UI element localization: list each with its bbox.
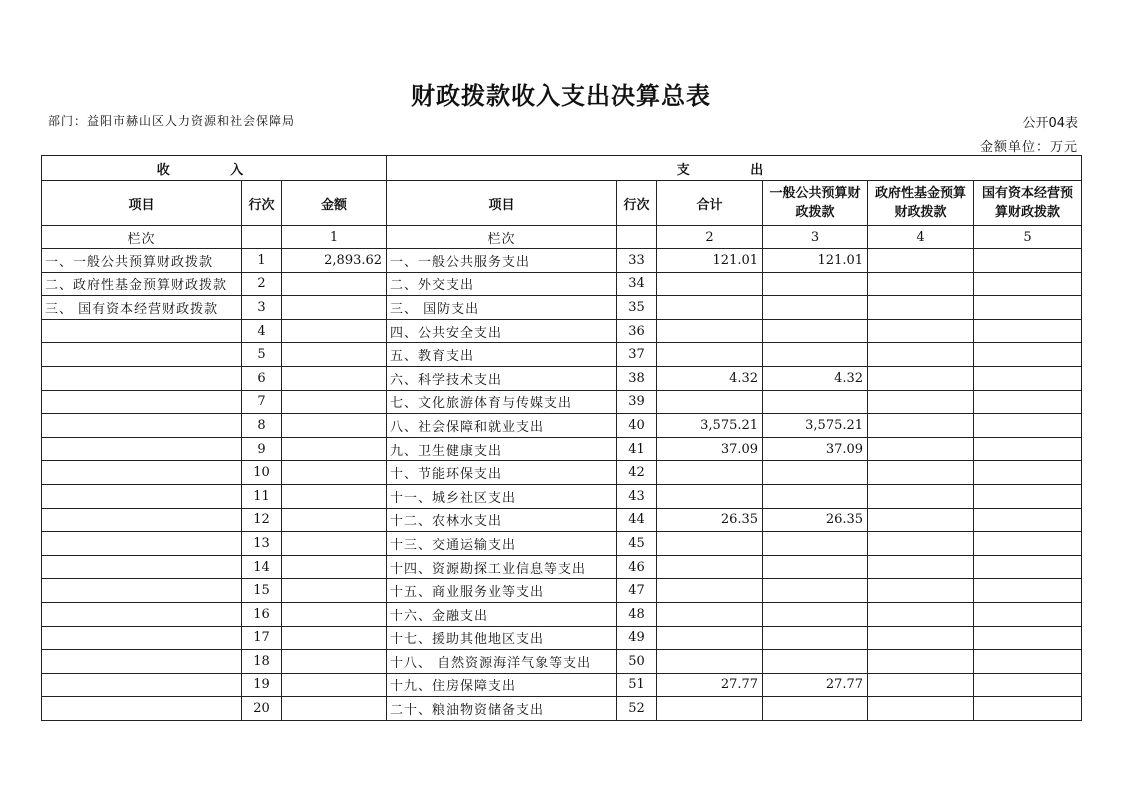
table-row	[42, 508, 1082, 532]
department-label: 部门：益阳市赫山区人力资源和社会保障局	[48, 114, 296, 128]
table-row	[42, 319, 1082, 343]
gov-fund-cell	[868, 319, 974, 343]
expense-row-no-cell: 45	[617, 532, 657, 556]
state-capital-cell	[974, 437, 1082, 461]
income-row-no-cell: 19	[242, 673, 282, 697]
gov-fund-cell	[868, 366, 974, 390]
table-row	[42, 366, 1082, 390]
expense-row-no-cell: 43	[617, 484, 657, 508]
table-row	[42, 437, 1082, 461]
income-item-cell	[42, 414, 242, 438]
gov-fund-cell	[868, 414, 974, 438]
table-row	[42, 602, 1082, 626]
expense-row-no-cell: 34	[617, 272, 657, 296]
group-header-row	[42, 156, 1082, 181]
general-budget-cell	[763, 697, 868, 721]
income-row-no-cell: 9	[242, 437, 282, 461]
income-amount-cell	[282, 626, 387, 650]
gov-fund-cell	[868, 532, 974, 556]
income-item-cell	[42, 390, 242, 414]
state-capital-cell	[974, 602, 1082, 626]
expense-row-no-cell: 39	[617, 390, 657, 414]
gov-fund-cell	[868, 484, 974, 508]
table-row	[42, 461, 1082, 485]
amount-unit: 金额单位：万元	[979, 140, 1078, 155]
expense-total-cell	[657, 319, 763, 343]
income-item-cell: 二、政府性基金预算财政拨款	[42, 272, 242, 296]
income-row-no-cell: 2	[242, 272, 282, 296]
income-row-no-cell: 5	[242, 343, 282, 367]
income-amount-cell	[282, 508, 387, 532]
state-capital-cell	[974, 626, 1082, 650]
income-amount-cell	[282, 579, 387, 603]
table-row	[42, 650, 1082, 674]
gov-fund-cell	[868, 272, 974, 296]
expense-total-cell: 3,575.21	[657, 414, 763, 438]
state-capital-cell	[974, 697, 1082, 721]
income-item-cell	[42, 555, 242, 579]
expense-item-cell: 十、节能环保支出	[387, 461, 617, 485]
income-row-no-cell: 11	[242, 484, 282, 508]
income-item-cell	[42, 484, 242, 508]
expense-item-cell: 七、文化旅游体育与传媒支出	[387, 390, 617, 414]
expense-total-cell	[657, 296, 763, 320]
state-capital-cell	[974, 390, 1082, 414]
state-capital-cell	[974, 579, 1082, 603]
state-capital-cell	[974, 366, 1082, 390]
expense-row-no-cell: 46	[617, 555, 657, 579]
state-capital-cell	[974, 414, 1082, 438]
gov-fund-cell	[868, 650, 974, 674]
state-capital-cell	[974, 296, 1082, 320]
expense-total-cell	[657, 626, 763, 650]
general-budget-cell	[763, 296, 868, 320]
general-budget-cell	[763, 319, 868, 343]
expense-item-cell: 二、外交支出	[387, 272, 617, 296]
income-amount-cell	[282, 555, 387, 579]
gov-fund-cell	[868, 555, 974, 579]
income-item-cell	[42, 319, 242, 343]
gov-fund-cell	[868, 343, 974, 367]
expense-item-cell: 十三、交通运输支出	[387, 532, 617, 556]
column-index-label-right: 栏次	[387, 226, 617, 249]
general-budget-cell	[763, 390, 868, 414]
state-capital-cell	[974, 343, 1082, 367]
income-amount-cell	[282, 272, 387, 296]
state-capital-cell	[974, 673, 1082, 697]
column-index-blank	[242, 226, 282, 249]
general-budget-cell: 37.09	[763, 437, 868, 461]
income-row-no-cell: 10	[242, 461, 282, 485]
income-row-no-cell: 13	[242, 532, 282, 556]
income-row-no-cell: 4	[242, 319, 282, 343]
expense-row-no-cell: 44	[617, 508, 657, 532]
general-budget-cell	[763, 626, 868, 650]
expense-row-no-cell: 51	[617, 673, 657, 697]
column-index-4: 4	[868, 226, 974, 249]
income-item-cell	[42, 602, 242, 626]
table-row	[42, 296, 1082, 320]
income-amount-cell	[282, 673, 387, 697]
expense-row-no-header: 行次	[617, 181, 657, 226]
income-row-no-cell: 16	[242, 602, 282, 626]
income-item-cell	[42, 532, 242, 556]
income-item-cell	[42, 579, 242, 603]
expense-row-no-cell: 35	[617, 296, 657, 320]
gov-fund-cell	[868, 390, 974, 414]
expense-total-cell: 37.09	[657, 437, 763, 461]
general-budget-cell	[763, 555, 868, 579]
expense-row-no-cell: 33	[617, 249, 657, 273]
expense-total-cell	[657, 697, 763, 721]
income-row-no-header: 行次	[242, 181, 282, 226]
expense-item-cell: 十五、商业服务业等支出	[387, 579, 617, 603]
income-amount-cell	[282, 296, 387, 320]
expense-total-cell	[657, 461, 763, 485]
table-row	[42, 555, 1082, 579]
table-row	[42, 484, 1082, 508]
income-item-cell	[42, 508, 242, 532]
column-index-label-left: 栏次	[42, 226, 242, 249]
income-item-cell	[42, 437, 242, 461]
income-row-no-cell: 6	[242, 366, 282, 390]
table-row	[42, 673, 1082, 697]
expense-item-cell: 三、 国防支出	[387, 296, 617, 320]
income-item-cell	[42, 366, 242, 390]
state-capital-cell	[974, 532, 1082, 556]
table-row	[42, 579, 1082, 603]
expense-item-cell: 四、公共安全支出	[387, 319, 617, 343]
expense-item-cell: 六、科学技术支出	[387, 366, 617, 390]
expense-item-cell: 十四、资源勘探工业信息等支出	[387, 555, 617, 579]
state-capital-cell	[974, 650, 1082, 674]
column-header-row	[42, 181, 1082, 226]
expense-item-cell: 九、卫生健康支出	[387, 437, 617, 461]
expense-total-cell	[657, 602, 763, 626]
income-row-no-cell: 15	[242, 579, 282, 603]
expense-row-no-cell: 47	[617, 579, 657, 603]
general-budget-cell	[763, 532, 868, 556]
table-row	[42, 272, 1082, 296]
expense-item-cell: 八、社会保障和就业支出	[387, 414, 617, 438]
income-row-no-cell: 7	[242, 390, 282, 414]
expense-item-header: 项目	[387, 181, 617, 226]
income-item-cell	[42, 673, 242, 697]
general-budget-cell: 121.01	[763, 249, 868, 273]
expense-row-no-cell: 37	[617, 343, 657, 367]
table-row	[42, 532, 1082, 556]
gov-fund-cell	[868, 697, 974, 721]
state-capital-cell	[974, 249, 1082, 273]
income-row-no-cell: 18	[242, 650, 282, 674]
expense-total-cell	[657, 555, 763, 579]
expense-total-cell	[657, 272, 763, 296]
expense-row-no-cell: 38	[617, 366, 657, 390]
expense-item-cell: 十二、农林水支出	[387, 508, 617, 532]
expense-total-cell	[657, 532, 763, 556]
expense-total-cell	[657, 650, 763, 674]
state-capital-cell	[974, 555, 1082, 579]
general-budget-cell: 26.35	[763, 508, 868, 532]
table-row	[42, 697, 1082, 721]
income-group-header: 收 入	[42, 156, 387, 181]
income-row-no-cell: 3	[242, 296, 282, 320]
expense-total-cell: 4.32	[657, 366, 763, 390]
expense-row-no-cell: 41	[617, 437, 657, 461]
gov-fund-cell	[868, 437, 974, 461]
expense-row-no-cell: 50	[617, 650, 657, 674]
gov-fund-cell	[868, 602, 974, 626]
income-row-no-cell: 14	[242, 555, 282, 579]
expense-row-no-cell: 42	[617, 461, 657, 485]
table-row	[42, 343, 1082, 367]
state-capital-cell	[974, 272, 1082, 296]
expense-item-cell: 十六、金融支出	[387, 602, 617, 626]
income-item-cell	[42, 461, 242, 485]
expense-total-cell	[657, 484, 763, 508]
general-budget-header: 一般公共预算财政拨款	[763, 181, 868, 226]
expense-total-header: 合计	[657, 181, 763, 226]
column-index-2: 2	[657, 226, 763, 249]
state-capital-cell	[974, 484, 1082, 508]
expense-item-cell: 二十、粮油物资储备支出	[387, 697, 617, 721]
expense-item-cell: 五、教育支出	[387, 343, 617, 367]
income-item-cell	[42, 697, 242, 721]
gov-fund-cell	[868, 626, 974, 650]
expense-row-no-cell: 48	[617, 602, 657, 626]
general-budget-cell	[763, 602, 868, 626]
income-amount-cell	[282, 697, 387, 721]
gov-fund-cell	[868, 296, 974, 320]
income-amount-cell	[282, 414, 387, 438]
general-budget-cell	[763, 579, 868, 603]
column-index-3: 3	[763, 226, 868, 249]
column-index-row	[42, 226, 1082, 249]
table-row	[42, 390, 1082, 414]
expense-total-cell: 26.35	[657, 508, 763, 532]
gov-fund-header: 政府性基金预算财政拨款	[868, 181, 974, 226]
income-row-no-cell: 20	[242, 697, 282, 721]
general-budget-cell: 4.32	[763, 366, 868, 390]
expense-group-header: 支 出	[387, 156, 1082, 181]
expense-total-cell: 121.01	[657, 249, 763, 273]
column-index-5: 5	[974, 226, 1082, 249]
table-row	[42, 249, 1082, 273]
general-budget-cell: 3,575.21	[763, 414, 868, 438]
income-amount-cell	[282, 461, 387, 485]
table-row	[42, 414, 1082, 438]
income-amount-cell: 2,893.62	[282, 249, 387, 273]
expense-total-cell	[657, 390, 763, 414]
expense-item-cell: 十八、 自然资源海洋气象等支出	[387, 650, 617, 674]
column-index-blank	[617, 226, 657, 249]
income-item-header: 项目	[42, 181, 242, 226]
state-capital-cell	[974, 508, 1082, 532]
general-budget-cell	[763, 650, 868, 674]
expense-total-cell	[657, 579, 763, 603]
general-budget-cell	[763, 343, 868, 367]
page-title: 财政拨款收入支出决算总表	[411, 82, 711, 110]
income-item-cell	[42, 343, 242, 367]
form-number: 公开04表	[1022, 116, 1078, 131]
income-amount-cell	[282, 343, 387, 367]
income-item-cell: 一、一般公共预算财政拨款	[42, 249, 242, 273]
income-row-no-cell: 1	[242, 249, 282, 273]
income-row-no-cell: 8	[242, 414, 282, 438]
income-amount-cell	[282, 437, 387, 461]
income-item-cell	[42, 650, 242, 674]
expense-total-cell	[657, 343, 763, 367]
gov-fund-cell	[868, 249, 974, 273]
gov-fund-cell	[868, 579, 974, 603]
gov-fund-cell	[868, 461, 974, 485]
budget-summary-table	[41, 155, 1082, 721]
income-amount-cell	[282, 650, 387, 674]
general-budget-cell: 27.77	[763, 673, 868, 697]
general-budget-cell	[763, 461, 868, 485]
expense-item-cell: 十一、城乡社区支出	[387, 484, 617, 508]
gov-fund-cell	[868, 508, 974, 532]
expense-row-no-cell: 40	[617, 414, 657, 438]
state-capital-cell	[974, 461, 1082, 485]
income-amount-cell	[282, 532, 387, 556]
general-budget-cell	[763, 272, 868, 296]
income-amount-cell	[282, 484, 387, 508]
income-amount-cell	[282, 602, 387, 626]
table-row	[42, 626, 1082, 650]
expense-row-no-cell: 49	[617, 626, 657, 650]
expense-row-no-cell: 36	[617, 319, 657, 343]
column-index-1: 1	[282, 226, 387, 249]
expense-total-cell: 27.77	[657, 673, 763, 697]
income-amount-cell	[282, 366, 387, 390]
income-row-no-cell: 17	[242, 626, 282, 650]
general-budget-cell	[763, 484, 868, 508]
expense-row-no-cell: 52	[617, 697, 657, 721]
state-capital-header: 国有资本经营预算财政拨款	[974, 181, 1082, 226]
expense-item-cell: 十七、援助其他地区支出	[387, 626, 617, 650]
income-item-cell	[42, 626, 242, 650]
income-amount-cell	[282, 319, 387, 343]
income-row-no-cell: 12	[242, 508, 282, 532]
income-amount-header: 金额	[282, 181, 387, 226]
income-amount-cell	[282, 390, 387, 414]
expense-item-cell: 一、一般公共服务支出	[387, 249, 617, 273]
gov-fund-cell	[868, 673, 974, 697]
income-item-cell: 三、 国有资本经营财政拨款	[42, 296, 242, 320]
state-capital-cell	[974, 319, 1082, 343]
expense-item-cell: 十九、住房保障支出	[387, 673, 617, 697]
